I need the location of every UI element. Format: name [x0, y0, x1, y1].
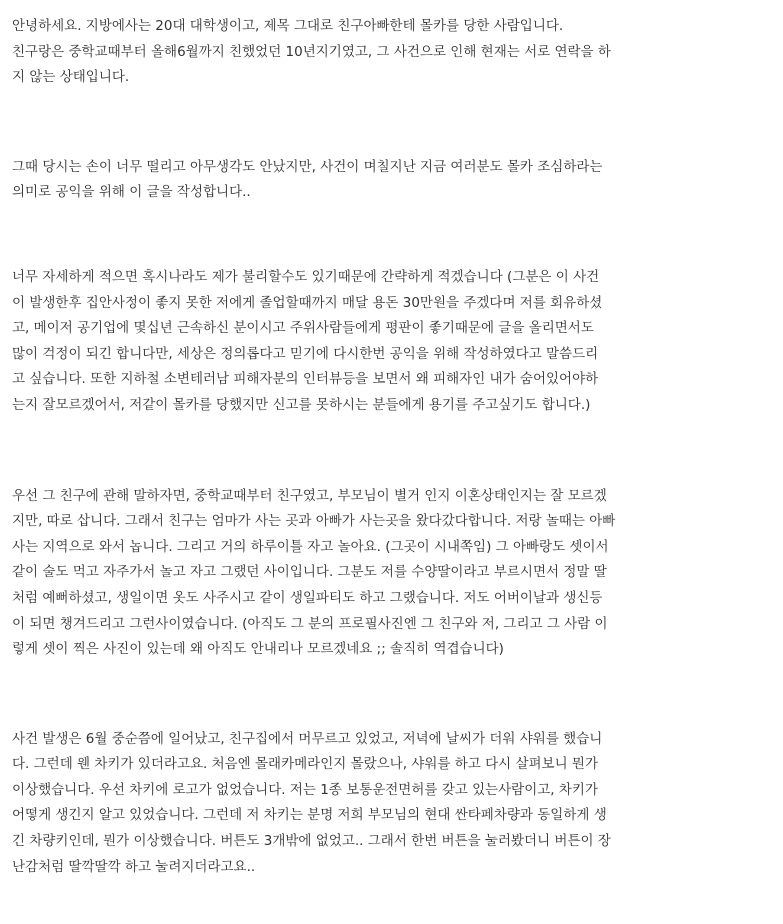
text-line: 이상했습니다. 우선 차키에 로고가 없었습니다. 저는 1종 보통운전면허를 갖고 있는사람이고, 차키가 [12, 781, 599, 798]
paragraph-intro [12, 14, 774, 91]
text-line: 안녕하세요. 지방에사는 20대 대학생이고, 제목 그대로 친구아빠한테 몰카를 당한 사람입니다. [12, 18, 564, 34]
text-line: 고, 메이저 공기업에 몇십년 근속하신 분이시고 주위사람들에게 평판이 좋기때문에 글을 올리면서도 [12, 320, 594, 337]
text-line: 의미로 공익을 위해 이 글을 작성합니다.. [12, 184, 251, 201]
paragraph-background [12, 484, 774, 663]
paragraph-purpose [12, 155, 774, 206]
text-line: 지 않는 상태입니다. [12, 69, 130, 86]
text-line: 지만, 따로 삽니다. 그래서 친구는 엄마가 사는 곳과 아빠가 사는곳을 왔다갔다합니다. 저랑 놀때는 아빠 [12, 513, 616, 530]
text-line: 난감처럼 딸깍딸깍 하고 눌려지더라고요.. [12, 858, 256, 875]
text-line: 그때 당시는 손이 너무 떨리고 아무생각도 안났지만, 사건이 며칠지난 지금 여러분도 몰카 조심하라는 [12, 158, 603, 175]
text-line: 너무 자세하게 적으면 혹시나라도 제가 불리할수도 있기때문에 간략하게 적겠습니다 (그분은 이 사건 [12, 268, 600, 285]
text-line: 이 되면 챙겨드리고 그런사이였습니다. (아직도 그 분의 프로필사진엔 그 친구와 저, 그리고 그 사람 이 [12, 615, 608, 632]
text-line: 는지 잘모르겠어서, 저같이 몰카를 당했지만 신고를 못하시는 분들에게 용기를 주고싶기도 합니다.) [12, 396, 591, 413]
text-line: 우선 그 친구에 관해 말하자면, 중학교때부터 친구였고, 부모님이 별거 인지 이혼상태인지는 잘 모르겠 [12, 487, 607, 504]
text-line: 사는 지역으로 와서 놉니다. 그리고 거의 하루이틀 자고 놀아요. (그곳이 시내쪽임) 그 아빠랑도 셋이서 [12, 538, 609, 555]
text-line: 긴 차량키인데, 뭔가 이상했습니다. 버튼도 3개밖에 없었고.. 그래서 한번 버튼을 눌러봤더니 버튼이 장 [12, 833, 611, 850]
text-line: 어떻게 생긴지 알고 있었습니다. 그런데 저 차키는 분명 저희 부모님의 현대 싼타페차량과 동일하게 생 [12, 807, 607, 824]
text-line: 이 발생한후 집안사정이 좋지 못한 저에게 졸업할때까지 매달 용돈 30만원을 주겠다며 저를 회유하셨 [12, 294, 603, 311]
text-line: 렇게 셋이 찍은 사진이 있는데 왜 아직도 안내리나 모르겠네요 ;; 솔직히 역겹습니다) [12, 641, 504, 658]
paragraph-disclaimer [12, 265, 774, 419]
text-line: 같이 술도 먹고 자주가서 놀고 자고 그랬던 사이입니다. 그분도 저를 수양딸이라고 부르시면서 정말 딸 [12, 564, 607, 581]
text-line: 처럼 예뻐하셨고, 생일이면 옷도 사주시고 같이 생일파티도 하고 그랬습니다. 저도 어버이날과 생신등 [12, 589, 603, 606]
paragraph-incident [12, 727, 774, 881]
article-body [12, 14, 774, 880]
text-line: 다. 그런데 웬 차키가 있더라고요. 처음엔 몰래카메라인지 몰랐으나, 샤워를 하고 다시 살펴보니 뭔가 [12, 756, 599, 773]
text-line: 많이 걱정이 되긴 합니다만, 세상은 정의롭다고 믿기에 다시한번 공익을 위해 작성하였다고 말씀드리 [12, 345, 599, 362]
text-line: 친구랑은 중학교때부터 올해6월까지 친했었던 10년지기였고, 그 사건으로 인해 현재는 서로 연락을 하 [12, 43, 611, 60]
text-line: 사건 발생은 6월 중순쯤에 일어났고, 친구집에서 머무르고 있었고, 저녁에 날씨가 더워 샤워를 했습니 [12, 730, 603, 747]
text-line: 고 싶습니다. 또한 지하철 소변테러남 피해자분의 인터뷰등을 보면서 왜 피해자인 내가 숨어있어야하 [12, 371, 599, 388]
